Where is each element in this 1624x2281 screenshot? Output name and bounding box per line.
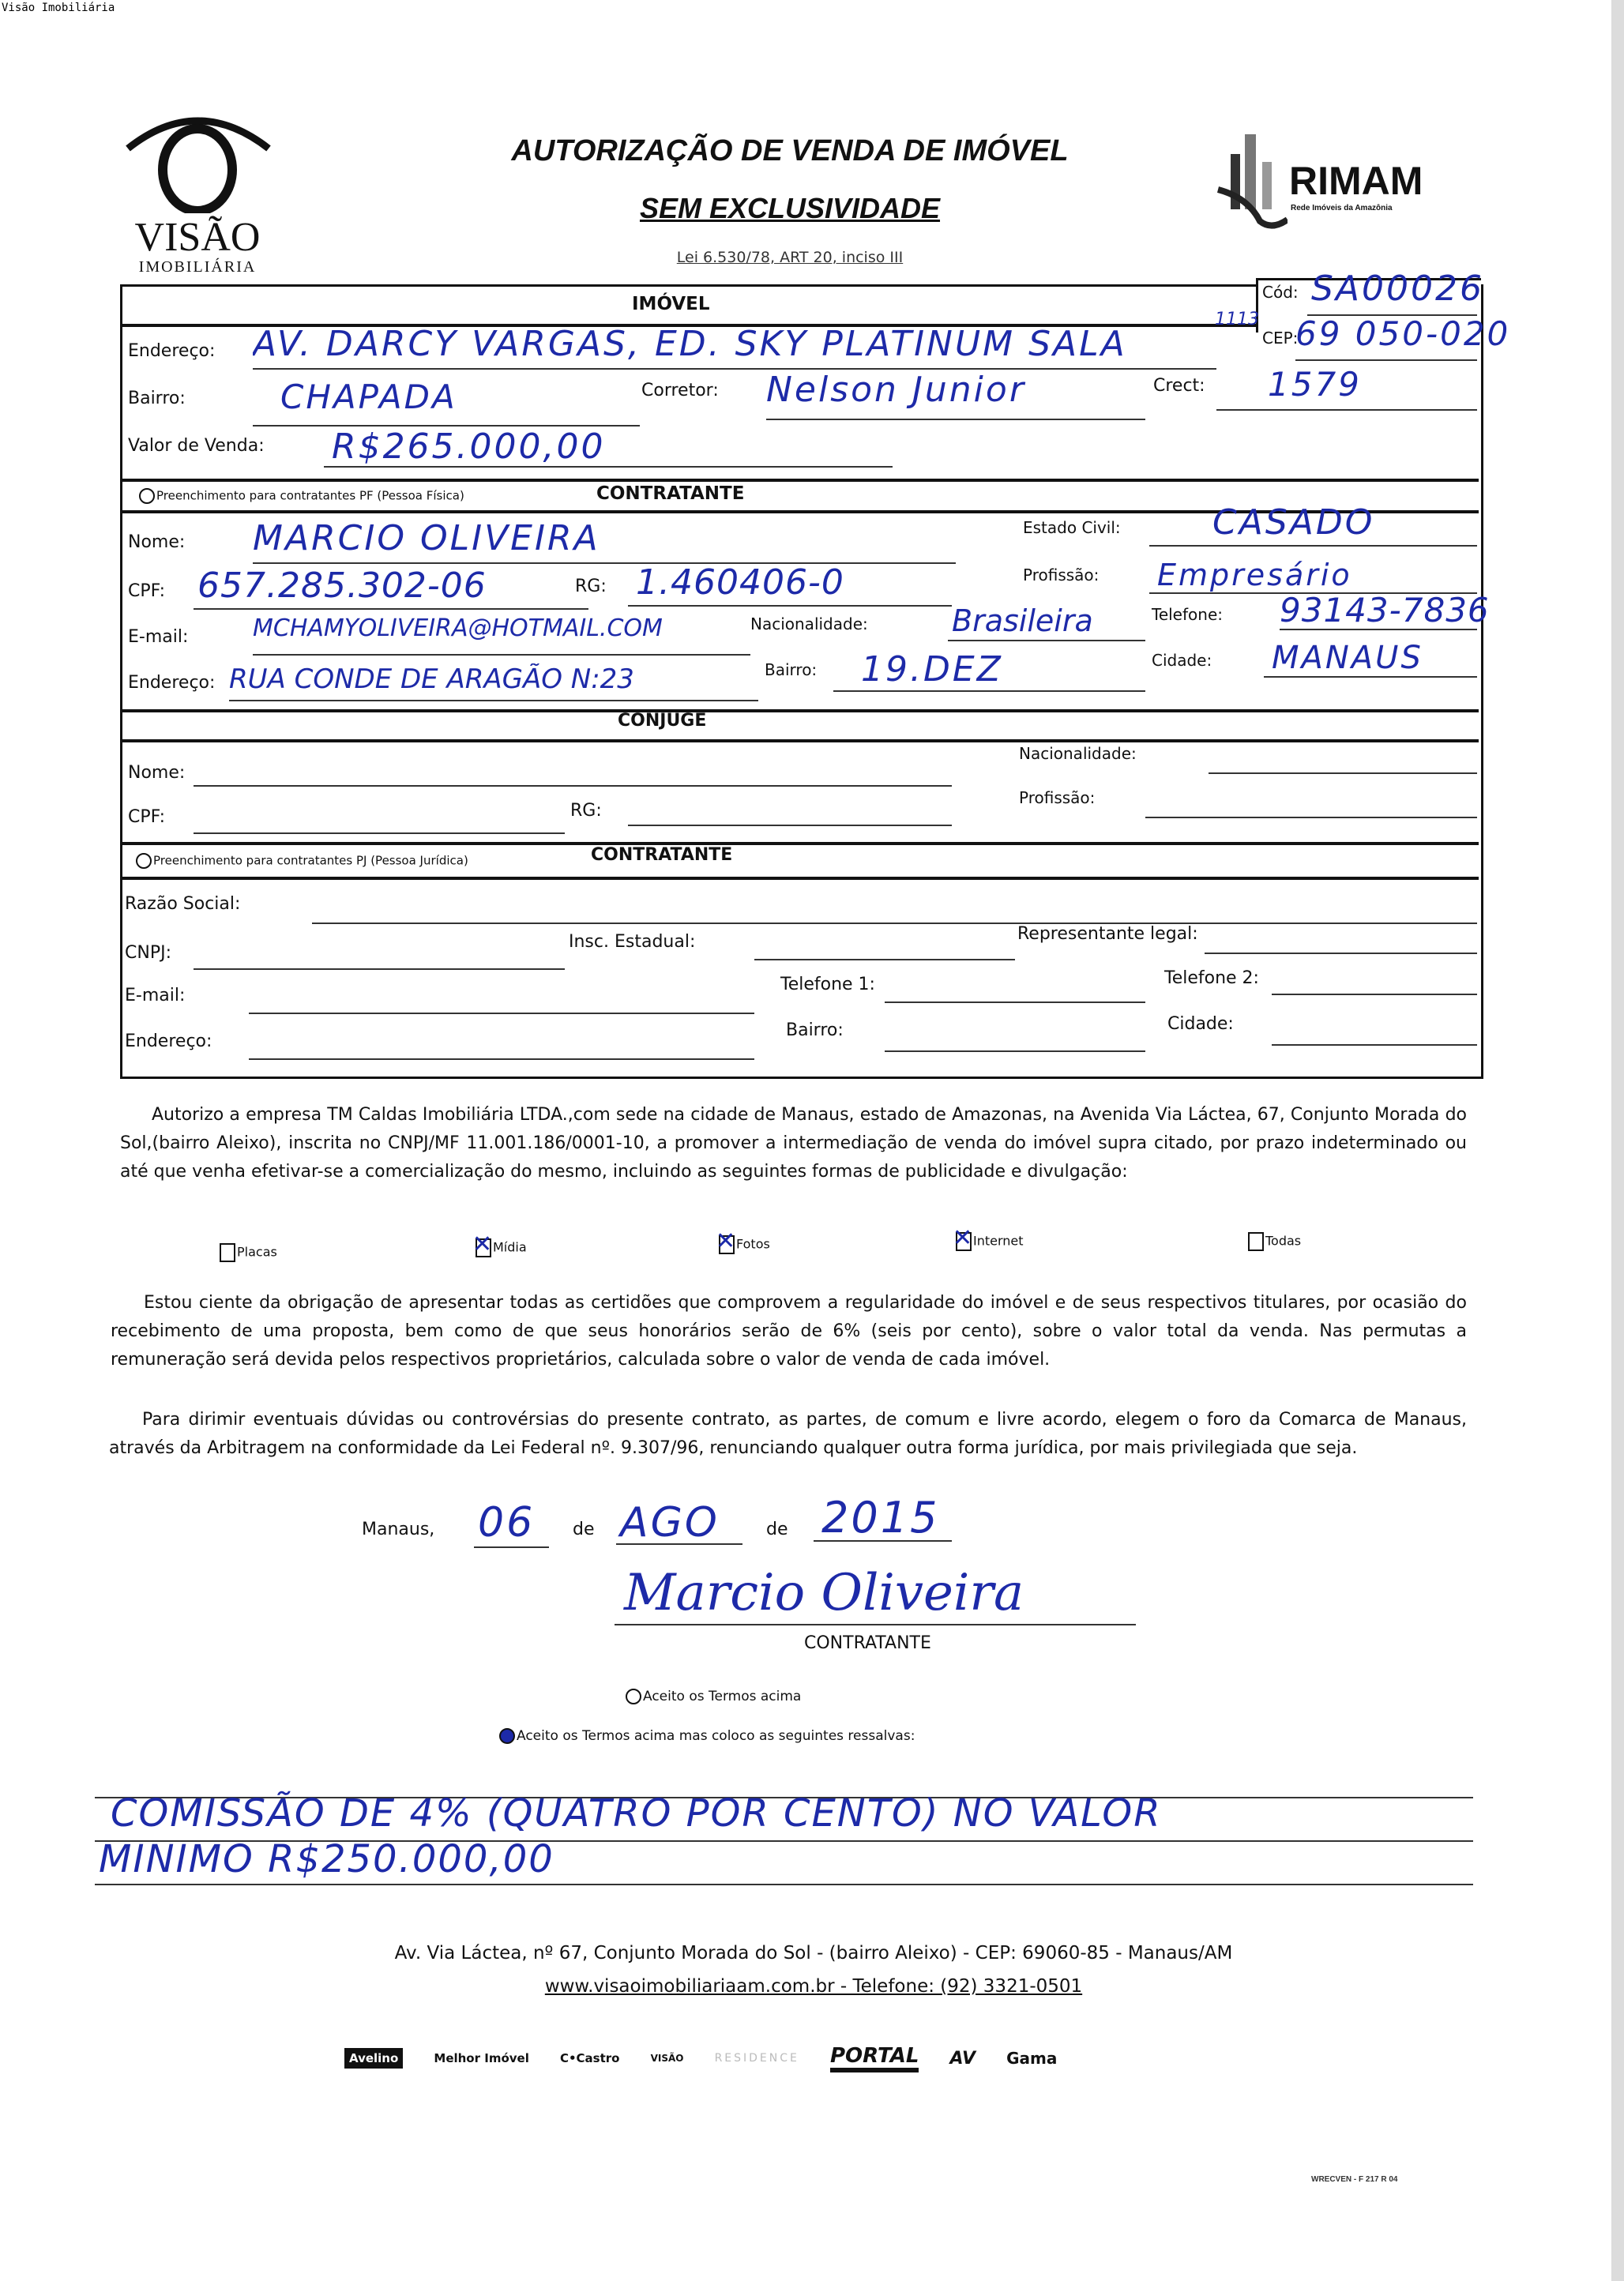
endereco-label: Endereço: [128,341,216,361]
midia-checkbox[interactable] [476,1238,491,1257]
section-contratante-pj: CONTRATANTE [591,845,733,865]
accept-label-1: Aceito os Termos acima [643,1689,802,1704]
pf-cpf-label: CPF: [128,581,165,601]
pf-estado-civil-value[interactable]: CASADO [1212,502,1375,543]
pf-bairro-label: Bairro: [765,660,818,679]
authorization-text: Autorizo a empresa TM Caldas Imobiliária LTDA.,com sede na cidade de Manaus, estado de Amazonas, na Avenida Via Láctea, 67, Conjunto Morada do Sol,(bairro Aleixo), inscrita no CNPJ/MF 11.001.186/0001-10, a promover a intermediação de venda do imóvel supra citado, por prazo indeterminado ou até que venha efetivar-se a comercialização do mesmo, incluindo as seguintes formas de publicidade e divulgação: [120,1105,1467,1182]
section-imovel: IMÓVEL [632,294,710,314]
pf-nacionalidade-label: Nacionalidade: [750,614,868,633]
date-de-2: de [766,1520,788,1539]
rimam-name: RIMAM [1289,159,1423,203]
date-city: Manaus, [362,1520,435,1539]
accept-label-2: Aceito os Termos acima mas coloco as seguintes ressalvas: [517,1728,915,1744]
option-placas[interactable] [220,1243,277,1262]
placas-checkbox[interactable] [220,1243,235,1262]
pf-option[interactable] [139,488,464,504]
accept-option-1[interactable] [626,1689,801,1704]
section-contratante-pf: CONTRATANTE [596,483,745,504]
pj-telefone1-label: Telefone 1: [780,975,875,994]
option-midia[interactable] [476,1238,527,1257]
pj-cnpj-label: CNPJ: [125,943,171,963]
paper-edge [1611,0,1624,2281]
footer-address: Av. Via Láctea, nº 67, Conjunto Morada do Sol - (bairro Aleixo) - CEP: 69060-85 - Manaus/AM [394,1943,1233,1963]
logo-name: VISÃO [134,215,261,260]
date-year[interactable]: 2015 [821,1493,940,1543]
pf-estado-civil-label: Estado Civil: [1023,518,1121,537]
pf-nome-value[interactable]: MARCIO OLIVEIRA [253,518,600,558]
pf-cidade-label: Cidade: [1152,651,1212,670]
pj-radio[interactable] [136,853,152,869]
pf-bairro-value[interactable]: 19.DEZ [861,649,1003,690]
date-month[interactable]: AGO [620,1499,720,1546]
accept-radio-2[interactable] [499,1728,515,1744]
document-subtitle: SEM EXCLUSIVIDADE [639,192,941,224]
pf-cidade-value[interactable]: MANAUS [1272,640,1423,676]
date-de-1: de [573,1520,595,1539]
form-code: WRECVEN - F 217 R 04 [1311,2175,1398,2184]
option-fotos[interactable] [719,1235,770,1254]
pf-profissao-value[interactable]: Empresário [1157,558,1352,592]
endereco-value[interactable]: AV. DARCY VARGAS, ED. SKY PLATINUM SALA [253,324,1127,364]
pf-email-value[interactable]: MCHAMYOLIVEIRA@HOTMAIL.COM [253,614,663,642]
partner-visao: VISÃO [650,2053,684,2064]
rimam-tagline: Rede Imóveis da Amazônia [1291,204,1393,212]
accept-radio-1[interactable] [626,1689,641,1704]
pf-telefone-value[interactable]: 93143-7836 [1280,591,1490,629]
placas-label: Placas [237,1244,277,1260]
section-conjuge: CÔNJUGE [618,711,707,731]
crect-label: Crect: [1153,376,1205,396]
pf-endereco-value[interactable]: RUA CONDE DE ARAGÃO N:23 [229,663,634,695]
sala-number: 1113 [1215,310,1259,329]
pj-insc-label: Insc. Estadual: [569,932,696,952]
ressalva-line-2[interactable]: MINIMO R$250.000,00 [99,1837,554,1881]
pj-endereco-label: Endereço: [125,1032,212,1051]
pj-cidade-label: Cidade: [1167,1014,1234,1034]
todas-checkbox[interactable] [1248,1232,1264,1251]
pf-nacionalidade-value[interactable]: Brasileira [952,603,1093,638]
footer-contact[interactable]: www.visaoimobiliariaam.com.br - Telefone: (92) 3321-0501 [544,1976,1083,1997]
conjuge-cpf-label: CPF: [128,807,165,827]
pf-radio[interactable] [139,488,155,504]
internet-checkbox[interactable] [956,1232,972,1251]
signature-label: CONTRATANTE [804,1633,931,1653]
corretor-label: Corretor: [641,381,719,400]
conjuge-rg-label: RG: [570,801,602,821]
conjuge-profissao-label: Profissão: [1019,788,1096,807]
pj-razao-label: Razão Social: [125,894,241,914]
pj-option-label: Preenchimento para contratantes PJ (Pessoa Jurídica) [153,853,468,868]
pf-cpf-value[interactable]: 657.285.302-06 [197,566,487,606]
pf-telefone-label: Telefone: [1152,605,1223,624]
partner-avelino: Avelino [344,2048,403,2069]
pf-rg-value[interactable]: 1.460406-0 [636,562,844,603]
obligation-text: Estou ciente da obrigação de apresentar todas as certidões que comprovem a regularidade do imóvel e de seus respectivos titulares, por ocasião do recebimento de uma proposta, bem como de que seus honorários serão de 6% (seis por cento), sobre o valor total da venda. Nas permutas a remuneração será devida pelos respectivos proprietários, calculada sobre o valor de venda de cada imóvel. [111,1293,1467,1370]
bairro-value[interactable]: CHAPADA [280,378,457,416]
date-day[interactable]: 06 [478,1499,536,1546]
eye-logo-icon [118,111,276,213]
midia-label: Mídia [493,1239,527,1255]
cep-value[interactable]: 69 050-020 [1295,314,1511,353]
dispute-text: Para dirimir eventuais dúvidas ou controvérsias do presente contrato, as partes, de comum e livre acordo, elegem o foro da Comarca de Manaus, através da Arbitragem na conformidade da Lei Federal nº. 9.307/96, renunciando qualquer outra forma jurídica, por mais privilegiada que seja. [109,1410,1467,1458]
fotos-label: Fotos [736,1236,770,1252]
partner-melhor-imovel: Melhor Imóvel [434,2051,529,2065]
partner-portal: PORTAL [830,2044,919,2072]
fotos-checkbox[interactable] [719,1235,735,1254]
pj-telefone2-label: Telefone 2: [1164,968,1259,988]
rimam-logo [1216,126,1477,237]
partner-av: AV [949,2048,976,2069]
pf-option-label: Preenchimento para contratantes PF (Pessoa Física) [156,488,464,503]
partner-logos [344,2044,1245,2072]
pj-bairro-label: Bairro: [786,1020,844,1040]
cep-label: CEP: [1262,329,1299,348]
pf-profissao-label: Profissão: [1023,566,1100,584]
cod-value[interactable]: SA00026 [1311,269,1484,309]
pj-option[interactable] [136,853,468,869]
cod-label: Cód: [1262,283,1299,302]
corretor-value[interactable]: Nelson Junior [766,370,1026,410]
pf-endereco-label: Endereço: [128,673,216,693]
partner-gama: Gama [1006,2049,1058,2068]
pf-nome-label: Nome: [128,532,186,552]
internet-label: Internet [973,1233,1024,1249]
pj-representante-label: Representante legal: [1017,924,1198,944]
crect-value[interactable]: 1579 [1268,365,1362,404]
option-internet[interactable] [956,1232,1024,1251]
pf-email-label: E-mail: [128,627,189,647]
visao-logo [118,111,276,276]
bairro-label: Bairro: [128,389,186,408]
pj-email-label: E-mail: [125,986,186,1005]
contratante-signature: Marcio Oliveira [624,1564,1024,1622]
accept-option-2[interactable] [499,1728,915,1744]
document-title: AUTORIZAÇÃO DE VENDA DE IMÓVEL [511,134,1069,167]
building-wave-icon [1216,126,1288,229]
valor-value[interactable]: R$265.000,00 [332,427,606,467]
ressalva-line-1[interactable]: COMISSÃO DE 4% (QUATRO POR CENTO) NO VALOR [111,1791,1162,1836]
partner-residence: RESIDENCE [714,2052,799,2065]
pf-rg-label: RG: [575,577,607,596]
todas-label: Todas [1265,1233,1302,1249]
option-todas[interactable] [1248,1232,1301,1251]
valor-label: Valor de Venda: [128,436,265,456]
partner-ccastro: C•Castro [559,2051,620,2065]
conjuge-nome-label: Nome: [128,763,186,783]
logo-sub: IMOBILIÁRIA [138,258,257,276]
conjuge-nacionalidade-label: Nacionalidade: [1019,744,1137,763]
window-caption: Visão Imobiliária [2,2,115,14]
law-reference: Lei 6.530/78, ART 20, inciso III [676,249,904,266]
